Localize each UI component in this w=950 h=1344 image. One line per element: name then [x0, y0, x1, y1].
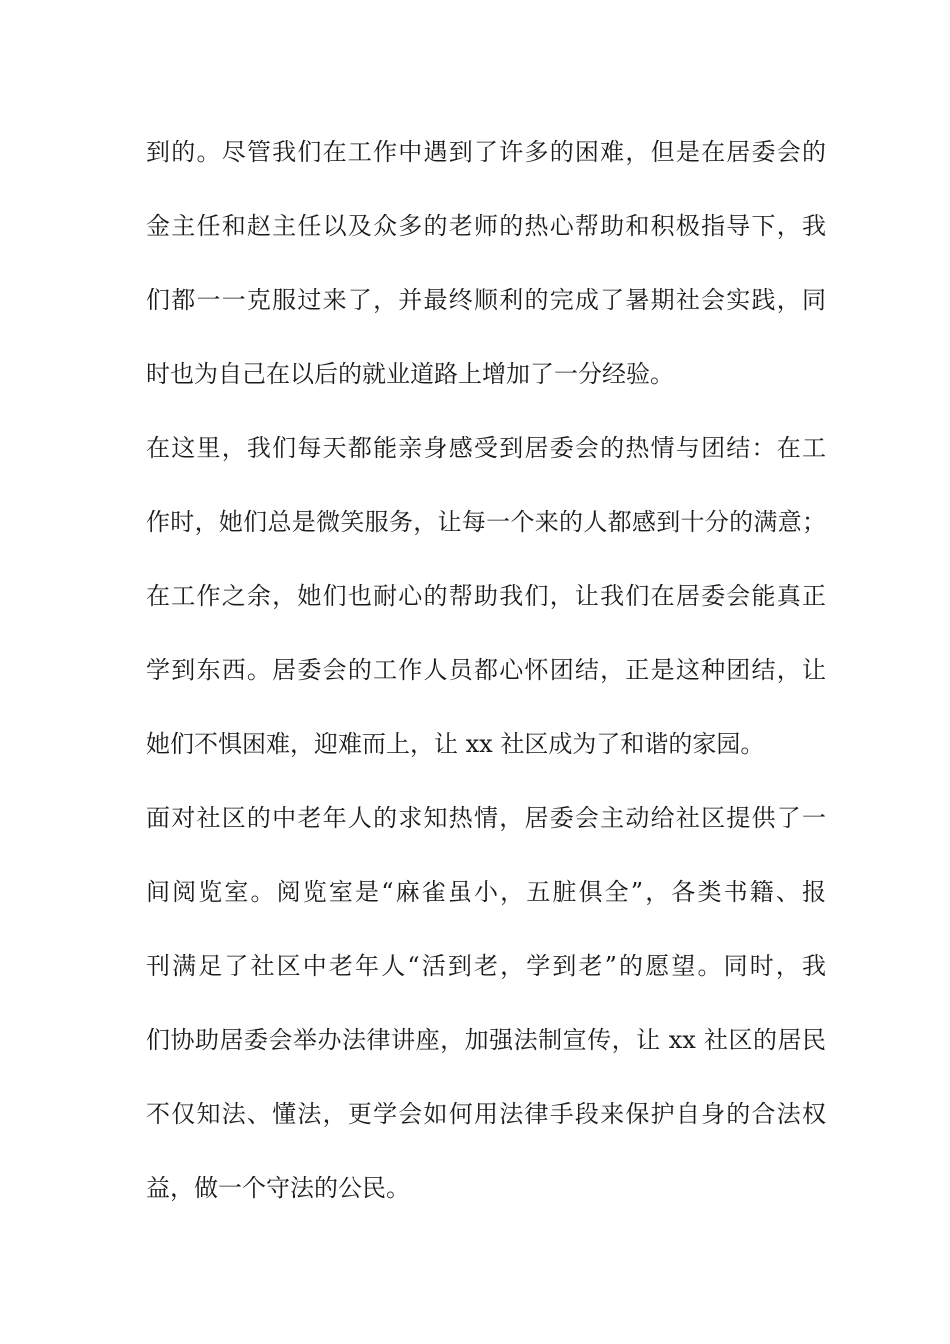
text-line: 金主任和赵主任以及众多的老师的热心帮助和积极指导下，我: [146, 212, 826, 240]
text-line: 在工作之余，她们也耐心的帮助我们，让我们在居委会能真正: [146, 582, 826, 610]
text-line: 间阅览室。阅览室是“麻雀虽小，五脏俱全”，各类书籍、报: [146, 878, 826, 906]
text-line: 学到东西。居委会的工作人员都心怀团结，正是这种团结，让: [146, 656, 826, 684]
text-line: 时也为自己在以后的就业道路上增加了一分经验。: [146, 360, 674, 388]
text-line: 不仅知法、懂法，更学会如何用法律手段来保护自身的合法权: [146, 1100, 826, 1128]
text-line: 在这里，我们每天都能亲身感受到居委会的热情与团结：在工: [146, 434, 826, 462]
text-line: 益，做一个守法的公民。: [146, 1174, 410, 1202]
text-line: 到的。尽管我们在工作中遇到了许多的困难，但是在居委会的: [146, 138, 826, 166]
text-line: 面对社区的中老年人的求知热情，居委会主动给社区提供了一: [146, 804, 826, 832]
text-line: 们都一一克服过来了，并最终顺利的完成了暑期社会实践，同: [146, 286, 826, 314]
text-line: 她们不惧困难，迎难而上，让 xx 社区成为了和谐的家园。: [146, 730, 765, 758]
text-line: 作时，她们总是微笑服务，让每一个来的人都感到十分的满意；: [146, 508, 826, 536]
text-line: 刊满足了社区中老年人“活到老，学到老”的愿望。同时，我: [146, 952, 826, 980]
text-line: 们协助居委会举办法律讲座，加强法制宣传，让 xx 社区的居民: [146, 1026, 826, 1054]
